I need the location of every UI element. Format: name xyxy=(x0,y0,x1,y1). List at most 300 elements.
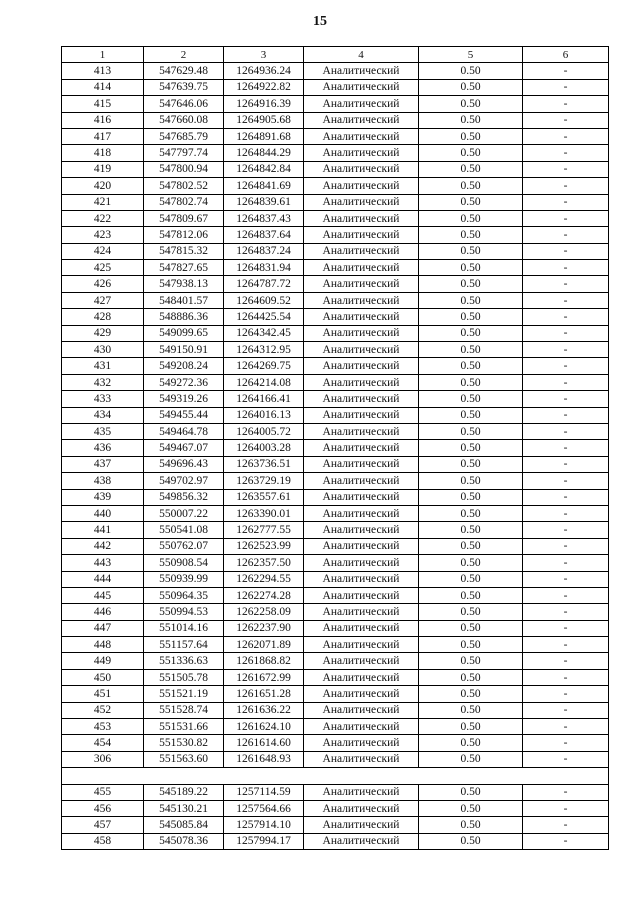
table-cell: 435 xyxy=(62,423,144,439)
table-cell: 436 xyxy=(62,440,144,456)
table-cell: 547629.48 xyxy=(144,63,224,79)
table-cell: 1261868.82 xyxy=(224,653,304,669)
table-cell: - xyxy=(523,161,609,177)
table-cell: 0.50 xyxy=(419,440,523,456)
table-cell: 0.50 xyxy=(419,620,523,636)
table-cell: 415 xyxy=(62,96,144,112)
table-cell: - xyxy=(523,555,609,571)
table-cell: 438 xyxy=(62,473,144,489)
table-cell: Аналитический xyxy=(304,456,419,472)
table-cell: 551505.78 xyxy=(144,669,224,685)
table-cell: 549464.78 xyxy=(144,423,224,439)
table-cell: 1262071.89 xyxy=(224,637,304,653)
table-row xyxy=(62,227,609,243)
table-row xyxy=(62,112,609,128)
table-cell: - xyxy=(523,391,609,407)
table-cell: 550994.53 xyxy=(144,604,224,620)
table-cell: 1264016.13 xyxy=(224,407,304,423)
table-cell: 447 xyxy=(62,620,144,636)
table-row xyxy=(62,719,609,735)
table-cell: 547639.75 xyxy=(144,79,224,95)
table-cell: 547646.06 xyxy=(144,96,224,112)
table-cell: 0.50 xyxy=(419,604,523,620)
table-cell: - xyxy=(523,571,609,587)
table-cell: - xyxy=(523,374,609,390)
table-cell: 1264003.28 xyxy=(224,440,304,456)
table-cell: 0.50 xyxy=(419,817,523,833)
table-cell: 0.50 xyxy=(419,63,523,79)
table-cell: 1261614.60 xyxy=(224,735,304,751)
table-cell: 0.50 xyxy=(419,210,523,226)
table-cell: 437 xyxy=(62,456,144,472)
table-cell: Аналитический xyxy=(304,489,419,505)
table-row xyxy=(62,751,609,767)
table-cell: Аналитический xyxy=(304,374,419,390)
table-cell: 1262294.55 xyxy=(224,571,304,587)
table-cell: 551157.64 xyxy=(144,637,224,653)
table-row xyxy=(62,784,609,800)
table-cell: Аналитический xyxy=(304,292,419,308)
table-cell: 439 xyxy=(62,489,144,505)
table-cell: 419 xyxy=(62,161,144,177)
table-cell: Аналитический xyxy=(304,817,419,833)
table-cell: 429 xyxy=(62,325,144,341)
table-cell: - xyxy=(523,587,609,603)
table-cell: Аналитический xyxy=(304,194,419,210)
table-cell: Аналитический xyxy=(304,128,419,144)
table-cell: 1264831.94 xyxy=(224,260,304,276)
table-cell: 0.50 xyxy=(419,653,523,669)
table-cell: 1257564.66 xyxy=(224,800,304,816)
table-cell: Аналитический xyxy=(304,522,419,538)
table-cell: 1261648.93 xyxy=(224,751,304,767)
table-cell: Аналитический xyxy=(304,555,419,571)
table-cell: 550939.99 xyxy=(144,571,224,587)
table-cell: 1264214.08 xyxy=(224,374,304,390)
table-cell: 550762.07 xyxy=(144,538,224,554)
table-row xyxy=(62,522,609,538)
table-cell: 0.50 xyxy=(419,374,523,390)
table-cell: Аналитический xyxy=(304,342,419,358)
table-body-section-2 xyxy=(62,784,609,850)
table-cell: 1264905.68 xyxy=(224,112,304,128)
table-cell: 1257914.10 xyxy=(224,817,304,833)
table-cell: - xyxy=(523,604,609,620)
table-cell: Аналитический xyxy=(304,391,419,407)
table-row xyxy=(62,686,609,702)
table-cell: 413 xyxy=(62,63,144,79)
table-cell: - xyxy=(523,194,609,210)
table-cell: 545085.84 xyxy=(144,817,224,833)
table-cell: Аналитический xyxy=(304,145,419,161)
table-cell: - xyxy=(523,260,609,276)
table-cell: Аналитический xyxy=(304,473,419,489)
table-cell: - xyxy=(523,243,609,259)
table-row xyxy=(62,128,609,144)
table-cell: 0.50 xyxy=(419,587,523,603)
table-cell: - xyxy=(523,276,609,292)
table-cell: - xyxy=(523,489,609,505)
table-cell: 454 xyxy=(62,735,144,751)
table-cell: 1264936.24 xyxy=(224,63,304,79)
table-cell: Аналитический xyxy=(304,358,419,374)
table-cell: 0.50 xyxy=(419,96,523,112)
table-cell: Аналитический xyxy=(304,702,419,718)
table-row xyxy=(62,407,609,423)
table-cell: 0.50 xyxy=(419,391,523,407)
table-row xyxy=(62,309,609,325)
table-cell: - xyxy=(523,79,609,95)
table-cell: 446 xyxy=(62,604,144,620)
table-row xyxy=(62,325,609,341)
table-cell: Аналитический xyxy=(304,751,419,767)
table-cell: - xyxy=(523,686,609,702)
table-cell: 1264837.43 xyxy=(224,210,304,226)
table-row xyxy=(62,292,609,308)
table-cell: - xyxy=(523,292,609,308)
table-cell: Аналитический xyxy=(304,505,419,521)
table-cell: 0.50 xyxy=(419,342,523,358)
table-cell: - xyxy=(523,342,609,358)
table-cell: 0.50 xyxy=(419,702,523,718)
table-cell: 547660.08 xyxy=(144,112,224,128)
table-row xyxy=(62,423,609,439)
table-cell: Аналитический xyxy=(304,800,419,816)
table-cell: Аналитический xyxy=(304,440,419,456)
table-row xyxy=(62,505,609,521)
table-cell: - xyxy=(523,800,609,816)
table-row xyxy=(62,276,609,292)
table-cell: 549467.07 xyxy=(144,440,224,456)
table-cell: 1261672.99 xyxy=(224,669,304,685)
table-cell: Аналитический xyxy=(304,669,419,685)
table-row xyxy=(62,620,609,636)
table-cell: 1264837.64 xyxy=(224,227,304,243)
table-cell: 1262237.90 xyxy=(224,620,304,636)
table-cell: - xyxy=(523,63,609,79)
table-row xyxy=(62,194,609,210)
table-cell: 434 xyxy=(62,407,144,423)
table-row xyxy=(62,374,609,390)
table-cell: 1264842.84 xyxy=(224,161,304,177)
table-cell: 545078.36 xyxy=(144,833,224,849)
header-row xyxy=(62,47,609,63)
table-cell: - xyxy=(523,719,609,735)
table-cell: Аналитический xyxy=(304,637,419,653)
table-cell: - xyxy=(523,456,609,472)
table-cell: 549696.43 xyxy=(144,456,224,472)
table-cell: - xyxy=(523,522,609,538)
table-cell: 1261624.10 xyxy=(224,719,304,735)
table-cell: 550908.54 xyxy=(144,555,224,571)
table-cell: - xyxy=(523,227,609,243)
table-cell: 1261636.22 xyxy=(224,702,304,718)
column-header: 4 xyxy=(304,47,419,63)
table-cell: 453 xyxy=(62,719,144,735)
table-cell: 423 xyxy=(62,227,144,243)
table-cell: Аналитический xyxy=(304,309,419,325)
table-cell: Аналитический xyxy=(304,260,419,276)
table-cell: 1264837.24 xyxy=(224,243,304,259)
table-cell: 547938.13 xyxy=(144,276,224,292)
table-cell: 0.50 xyxy=(419,538,523,554)
table-cell: 0.50 xyxy=(419,178,523,194)
table-cell: 549856.32 xyxy=(144,489,224,505)
table-row xyxy=(62,456,609,472)
table-row xyxy=(62,555,609,571)
table-cell: 547802.52 xyxy=(144,178,224,194)
table-cell: - xyxy=(523,505,609,521)
table-cell: - xyxy=(523,784,609,800)
empty-row xyxy=(62,768,609,784)
table-cell: 0.50 xyxy=(419,145,523,161)
table-cell: 1264312.95 xyxy=(224,342,304,358)
table-row xyxy=(62,210,609,226)
table-cell: 0.50 xyxy=(419,473,523,489)
table-cell: 1264269.75 xyxy=(224,358,304,374)
table-cell: 1264425.54 xyxy=(224,309,304,325)
table-cell: 0.50 xyxy=(419,800,523,816)
table-cell: Аналитический xyxy=(304,243,419,259)
table-cell: 1257994.17 xyxy=(224,833,304,849)
table-cell: Аналитический xyxy=(304,112,419,128)
table-cell: - xyxy=(523,112,609,128)
table-cell: 0.50 xyxy=(419,751,523,767)
table-cell: Аналитический xyxy=(304,833,419,849)
table-cell: 0.50 xyxy=(419,309,523,325)
table-cell: 0.50 xyxy=(419,735,523,751)
table-row xyxy=(62,604,609,620)
table-row xyxy=(62,571,609,587)
table-cell: 0.50 xyxy=(419,292,523,308)
table-cell: 0.50 xyxy=(419,79,523,95)
table-row xyxy=(62,702,609,718)
table-cell: 0.50 xyxy=(419,522,523,538)
table-cell: 444 xyxy=(62,571,144,587)
table-cell: 545130.21 xyxy=(144,800,224,816)
table-cell: 457 xyxy=(62,817,144,833)
table-cell: 549150.91 xyxy=(144,342,224,358)
table-cell: 0.50 xyxy=(419,128,523,144)
table-cell: 418 xyxy=(62,145,144,161)
table-cell: 547827.65 xyxy=(144,260,224,276)
table-cell: 0.50 xyxy=(419,784,523,800)
table-cell: 0.50 xyxy=(419,194,523,210)
table-body-section-1 xyxy=(62,63,609,768)
table-row xyxy=(62,145,609,161)
table-cell: - xyxy=(523,325,609,341)
table-cell: 0.50 xyxy=(419,456,523,472)
table-cell: 449 xyxy=(62,653,144,669)
table-cell: 1263390.01 xyxy=(224,505,304,521)
table-spacer xyxy=(62,768,609,784)
table-cell: 420 xyxy=(62,178,144,194)
table-cell: 550007.22 xyxy=(144,505,224,521)
table-cell: 0.50 xyxy=(419,260,523,276)
table-cell: 0.50 xyxy=(419,505,523,521)
table-cell: 550541.08 xyxy=(144,522,224,538)
table-cell: - xyxy=(523,735,609,751)
table-cell: Аналитический xyxy=(304,161,419,177)
table-cell: 1257114.59 xyxy=(224,784,304,800)
table-cell: 424 xyxy=(62,243,144,259)
table-cell: 0.50 xyxy=(419,358,523,374)
table-cell: 1262274.28 xyxy=(224,587,304,603)
table-cell: 551521.19 xyxy=(144,686,224,702)
table-cell: - xyxy=(523,309,609,325)
table-row xyxy=(62,473,609,489)
table-cell: Аналитический xyxy=(304,210,419,226)
table-cell: 1264342.45 xyxy=(224,325,304,341)
table-cell: 0.50 xyxy=(419,407,523,423)
table-cell: 445 xyxy=(62,587,144,603)
table-cell: 547815.32 xyxy=(144,243,224,259)
table-cell: - xyxy=(523,473,609,489)
table-cell: 0.50 xyxy=(419,833,523,849)
table-cell: 425 xyxy=(62,260,144,276)
table-cell: 417 xyxy=(62,128,144,144)
table-cell: 549099.65 xyxy=(144,325,224,341)
table-cell: - xyxy=(523,833,609,849)
table-cell: 0.50 xyxy=(419,161,523,177)
table-cell: 0.50 xyxy=(419,276,523,292)
table-cell: 442 xyxy=(62,538,144,554)
table-cell: - xyxy=(523,538,609,554)
table-cell: 421 xyxy=(62,194,144,210)
column-header: 5 xyxy=(419,47,523,63)
column-header: 1 xyxy=(62,47,144,63)
table-row xyxy=(62,587,609,603)
table-cell: - xyxy=(523,423,609,439)
table-row xyxy=(62,342,609,358)
table-row xyxy=(62,800,609,816)
table-cell: 1263736.51 xyxy=(224,456,304,472)
table-cell: 547809.67 xyxy=(144,210,224,226)
table-cell: 451 xyxy=(62,686,144,702)
table-cell: 1264841.69 xyxy=(224,178,304,194)
table-cell: 1263557.61 xyxy=(224,489,304,505)
table-cell: - xyxy=(523,178,609,194)
table-row xyxy=(62,63,609,79)
table-cell: Аналитический xyxy=(304,784,419,800)
table-cell: 0.50 xyxy=(419,719,523,735)
table-cell: Аналитический xyxy=(304,620,419,636)
table-cell: 0.50 xyxy=(419,423,523,439)
table-cell: 416 xyxy=(62,112,144,128)
table-cell: Аналитический xyxy=(304,587,419,603)
table-cell: 440 xyxy=(62,505,144,521)
table-cell: 443 xyxy=(62,555,144,571)
table-cell: Аналитический xyxy=(304,538,419,554)
table-cell: 0.50 xyxy=(419,555,523,571)
table-cell: 551336.63 xyxy=(144,653,224,669)
table-cell: 1262777.55 xyxy=(224,522,304,538)
table-cell: - xyxy=(523,669,609,685)
table-cell: 549319.26 xyxy=(144,391,224,407)
table-cell: 551531.66 xyxy=(144,719,224,735)
table-row xyxy=(62,637,609,653)
table-cell: - xyxy=(523,145,609,161)
table-cell: 452 xyxy=(62,702,144,718)
table-cell: Аналитический xyxy=(304,63,419,79)
table-cell: Аналитический xyxy=(304,276,419,292)
table-cell: 450 xyxy=(62,669,144,685)
table-cell: - xyxy=(523,637,609,653)
table-row xyxy=(62,833,609,849)
table-cell: - xyxy=(523,128,609,144)
table-cell: 1264787.72 xyxy=(224,276,304,292)
table-cell: 1262357.50 xyxy=(224,555,304,571)
table-cell: Аналитический xyxy=(304,653,419,669)
table-cell: 549455.44 xyxy=(144,407,224,423)
table-cell: 0.50 xyxy=(419,669,523,685)
table-row xyxy=(62,669,609,685)
table-cell: 1261651.28 xyxy=(224,686,304,702)
table-cell: 458 xyxy=(62,833,144,849)
table-cell: 548401.57 xyxy=(144,292,224,308)
table-cell: Аналитический xyxy=(304,423,419,439)
table-cell: 0.50 xyxy=(419,686,523,702)
table-row xyxy=(62,260,609,276)
table-cell: 547797.74 xyxy=(144,145,224,161)
table-cell: Аналитический xyxy=(304,719,419,735)
table-cell: 441 xyxy=(62,522,144,538)
table-cell: 549272.36 xyxy=(144,374,224,390)
table-cell: 432 xyxy=(62,374,144,390)
table-cell: Аналитический xyxy=(304,96,419,112)
table-row xyxy=(62,538,609,554)
table-cell: 0.50 xyxy=(419,227,523,243)
table-cell: 433 xyxy=(62,391,144,407)
table-row xyxy=(62,79,609,95)
table-row xyxy=(62,178,609,194)
table-cell: 549702.97 xyxy=(144,473,224,489)
table-row xyxy=(62,440,609,456)
table-cell: 550964.35 xyxy=(144,587,224,603)
column-header: 2 xyxy=(144,47,224,63)
table-cell: Аналитический xyxy=(304,571,419,587)
table-cell: 1264839.61 xyxy=(224,194,304,210)
table-cell: Аналитический xyxy=(304,227,419,243)
table-cell: 306 xyxy=(62,751,144,767)
table-cell: - xyxy=(523,358,609,374)
table-cell: 551530.82 xyxy=(144,735,224,751)
table-cell: 1264891.68 xyxy=(224,128,304,144)
table-cell: 1264166.41 xyxy=(224,391,304,407)
table-cell: 547685.79 xyxy=(144,128,224,144)
table-cell: - xyxy=(523,210,609,226)
table-cell: 0.50 xyxy=(419,489,523,505)
table-cell: 1264916.39 xyxy=(224,96,304,112)
table-row xyxy=(62,653,609,669)
table-cell: 456 xyxy=(62,800,144,816)
column-header: 3 xyxy=(224,47,304,63)
table-cell: 545189.22 xyxy=(144,784,224,800)
table-row xyxy=(62,161,609,177)
table-cell: 551014.16 xyxy=(144,620,224,636)
table-cell: - xyxy=(523,620,609,636)
table-cell: 430 xyxy=(62,342,144,358)
table-cell: 431 xyxy=(62,358,144,374)
page-number: 15 xyxy=(313,14,327,29)
table-cell: 547800.94 xyxy=(144,161,224,177)
table-cell: 1262523.99 xyxy=(224,538,304,554)
table-cell: 548886.36 xyxy=(144,309,224,325)
table-cell: Аналитический xyxy=(304,178,419,194)
table-cell: 0.50 xyxy=(419,243,523,259)
table-row xyxy=(62,96,609,112)
table-cell: Аналитический xyxy=(304,325,419,341)
